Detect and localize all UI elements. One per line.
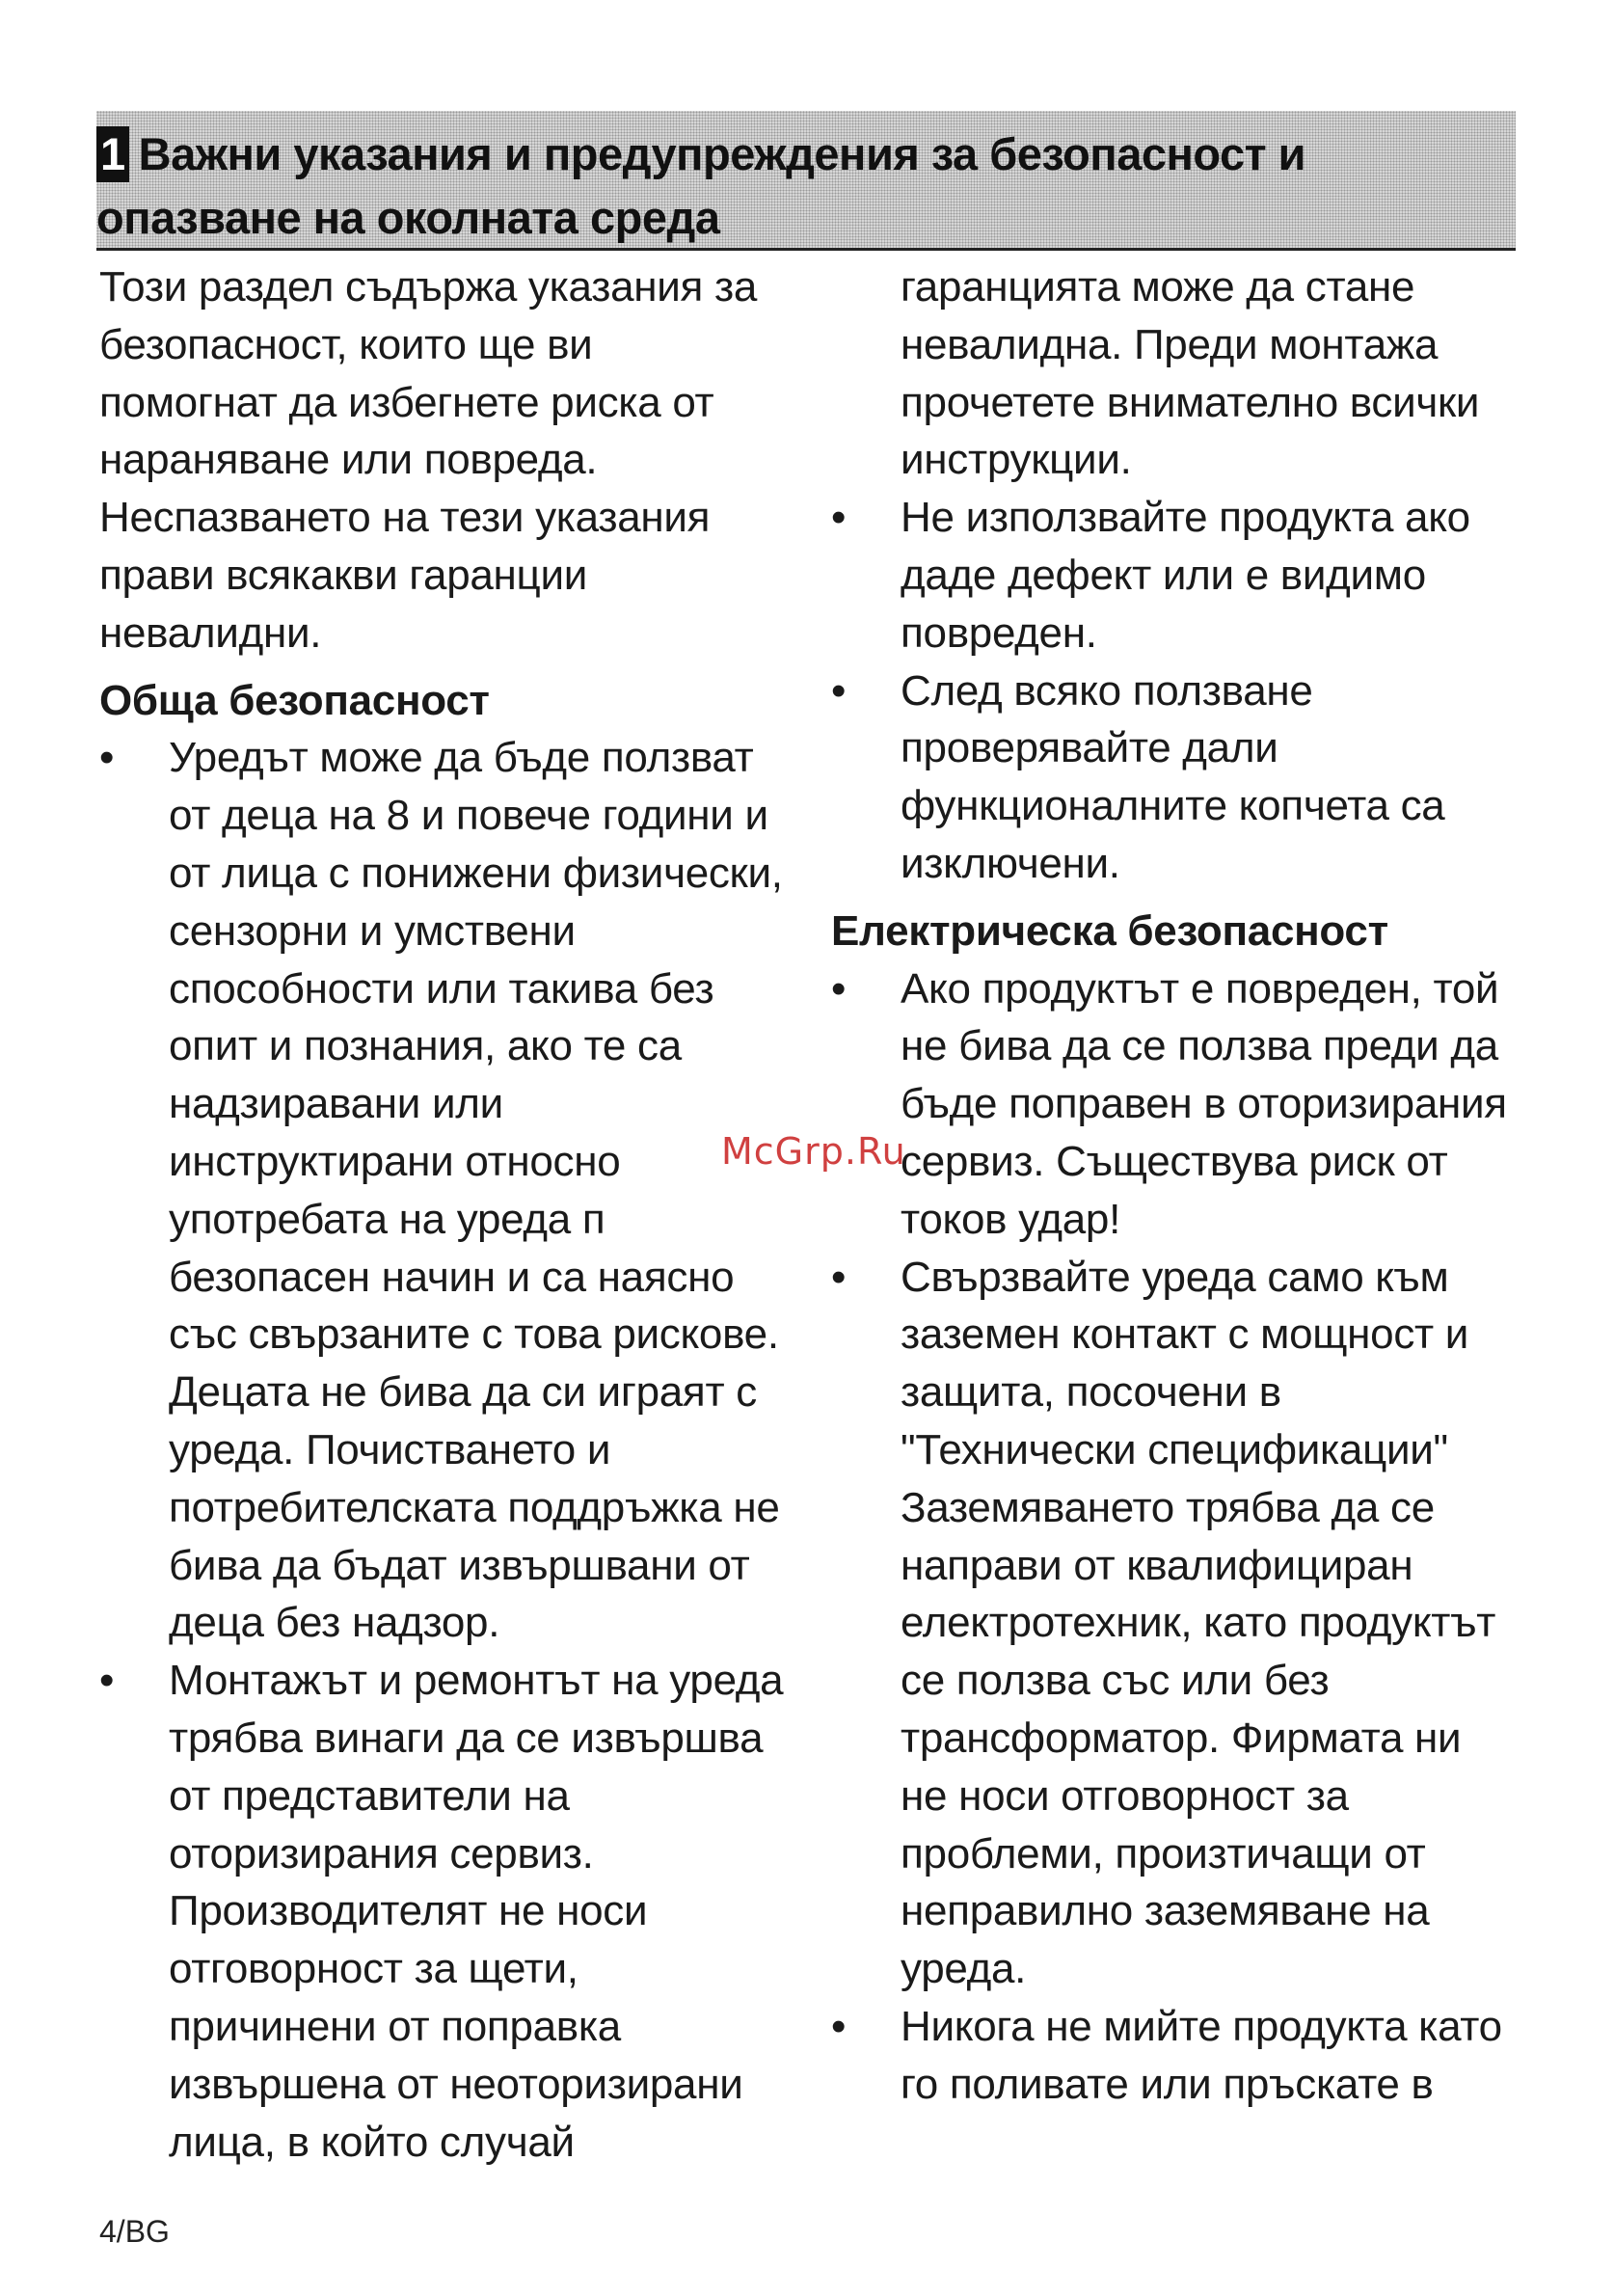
title-line-2: опазване на околната среда bbox=[96, 192, 720, 243]
bullet-continuation bbox=[831, 258, 1525, 489]
text-line: го поливате или пръскате в bbox=[901, 2060, 1434, 2108]
text-line: Заземяването трябва да се bbox=[901, 1483, 1435, 1531]
text-line: инструктирани относно bbox=[169, 1137, 621, 1185]
text-line: от представители на bbox=[169, 1771, 570, 1820]
text-line: Децата не бива да си играят с bbox=[169, 1368, 757, 1417]
text-line: безопасен начин и са наясно bbox=[169, 1253, 735, 1301]
text-line: отговорност за щети, bbox=[169, 1945, 578, 1993]
text-line: бива да бъдат извършвани от bbox=[169, 1541, 750, 1589]
text-line: "Технически спецификации" bbox=[901, 1425, 1448, 1473]
watermark: McGrp.Ru bbox=[721, 1130, 906, 1173]
text-line: причинени от поправка bbox=[169, 2002, 621, 2050]
text-line: След всяко ползване bbox=[901, 666, 1313, 715]
bullet-item bbox=[99, 1652, 794, 2171]
bullet-dot: • bbox=[831, 1253, 847, 1301]
text-line: Уредът може да бъде ползват bbox=[169, 734, 754, 782]
text-line: невалидна. Преди монтажа bbox=[901, 320, 1439, 368]
text-line: инструкции. bbox=[901, 436, 1132, 484]
text-line: повреден. bbox=[901, 608, 1097, 657]
text-line: се ползва със или без bbox=[901, 1657, 1330, 1705]
bullet-dot: • bbox=[831, 494, 847, 542]
text-line: не бива да се ползва преди да bbox=[901, 1022, 1498, 1070]
text-line: токов удар! bbox=[901, 1195, 1121, 1243]
text-line: гаранцията може да стане bbox=[901, 263, 1415, 311]
text-line: трябва винаги да се извършва bbox=[169, 1714, 764, 1762]
text-line: неправилно заземяване на bbox=[901, 1887, 1430, 1935]
text-line: помогнат да избегнете риска от bbox=[99, 378, 714, 426]
bullet-item bbox=[831, 662, 1525, 893]
electrical-safety-heading: Електрическа безопасност bbox=[831, 906, 1388, 955]
bullet-item bbox=[831, 489, 1525, 662]
section-header bbox=[96, 111, 1516, 251]
bullet-dot: • bbox=[99, 1657, 115, 1705]
text-line: уреда. bbox=[901, 1945, 1027, 1993]
chapter-number: 1 bbox=[96, 126, 129, 182]
bullet-dot: • bbox=[99, 734, 115, 782]
text-line: сензорни и умствени bbox=[169, 906, 576, 955]
text-line: сервиз. Съществува риск от bbox=[901, 1137, 1448, 1185]
text-line: уреда. Почистването и bbox=[169, 1425, 611, 1473]
text-line: Монтажът и ремонтът на уреда bbox=[169, 1657, 784, 1705]
text-line: от деца на 8 и повече години и bbox=[169, 792, 768, 840]
bullet-item bbox=[831, 1998, 1525, 2114]
text-line: трансформатор. Фирмата ни bbox=[901, 1714, 1462, 1762]
text-line: прочетете внимателно всички bbox=[901, 378, 1480, 426]
text-line: Производителят не носи bbox=[169, 1887, 648, 1935]
text-line: лица, в който случай bbox=[169, 2118, 575, 2166]
text-line: направи от квалифициран bbox=[901, 1541, 1413, 1589]
intro-paragraph bbox=[99, 258, 794, 662]
text-line: способности или такива без bbox=[169, 964, 714, 1013]
title-line-1: Важни указания и предупреждения за безопасност и bbox=[138, 128, 1306, 179]
text-line: надзиравани или bbox=[169, 1080, 503, 1128]
text-line: Свързвайте уреда само към bbox=[901, 1253, 1449, 1301]
text-line: прави всякакви гаранции bbox=[99, 551, 588, 599]
text-line: защита, посочени в bbox=[901, 1368, 1281, 1417]
text-line: изключени. bbox=[901, 839, 1120, 887]
bullet-item bbox=[99, 729, 794, 1652]
text-line: Неспазването на тези указания bbox=[99, 494, 711, 542]
text-line: деца без надзор. bbox=[169, 1599, 500, 1647]
text-line: Ако продуктът е повреден, той bbox=[901, 964, 1499, 1013]
text-line: опит и познания, ако те са bbox=[169, 1022, 682, 1070]
bullet-item bbox=[831, 1249, 1525, 1998]
right-column bbox=[831, 258, 1525, 2114]
bullet-dot: • bbox=[831, 964, 847, 1013]
text-line: от лица с понижени физически, bbox=[169, 849, 783, 897]
text-line: Никога не мийте продукта като bbox=[901, 2002, 1502, 2050]
text-line: употребата на уреда п bbox=[169, 1195, 605, 1243]
text-line: проверявайте дали bbox=[901, 724, 1278, 772]
text-line: нараняване или повреда. bbox=[99, 436, 598, 484]
bullet-dot: • bbox=[831, 2002, 847, 2050]
bullet-dot: • bbox=[831, 666, 847, 715]
text-line: оторизирания сервиз. bbox=[169, 1829, 594, 1877]
text-line: Не използвайте продукта ако bbox=[901, 494, 1470, 542]
text-line: бъде поправен в оторизирания bbox=[901, 1080, 1507, 1128]
text-line: Този раздел съдържа указания за bbox=[99, 263, 758, 311]
text-line: електротехник, като продуктът bbox=[901, 1599, 1496, 1647]
general-safety-heading: Обща безопасност bbox=[99, 676, 490, 724]
text-line: проблеми, произтичащи от bbox=[901, 1829, 1426, 1877]
text-line: със свързаните с това рискове. bbox=[169, 1310, 779, 1359]
text-line: заземен контакт с мощност и bbox=[901, 1310, 1469, 1359]
section-title bbox=[96, 122, 1504, 250]
bullet-item bbox=[831, 960, 1525, 1249]
text-line: даде дефект или е видимо bbox=[901, 551, 1426, 599]
left-column bbox=[99, 258, 794, 2171]
page-number: 4/BG bbox=[99, 2214, 170, 2249]
text-line: извършена от неоторизирани bbox=[169, 2060, 743, 2108]
text-line: потребителската поддръжка не bbox=[169, 1483, 780, 1531]
text-line: невалидни. bbox=[99, 608, 322, 657]
text-line: не носи отговорност за bbox=[901, 1771, 1349, 1820]
text-line: функционалните копчета са bbox=[901, 782, 1445, 830]
text-line: безопасност, които ще ви bbox=[99, 320, 593, 368]
